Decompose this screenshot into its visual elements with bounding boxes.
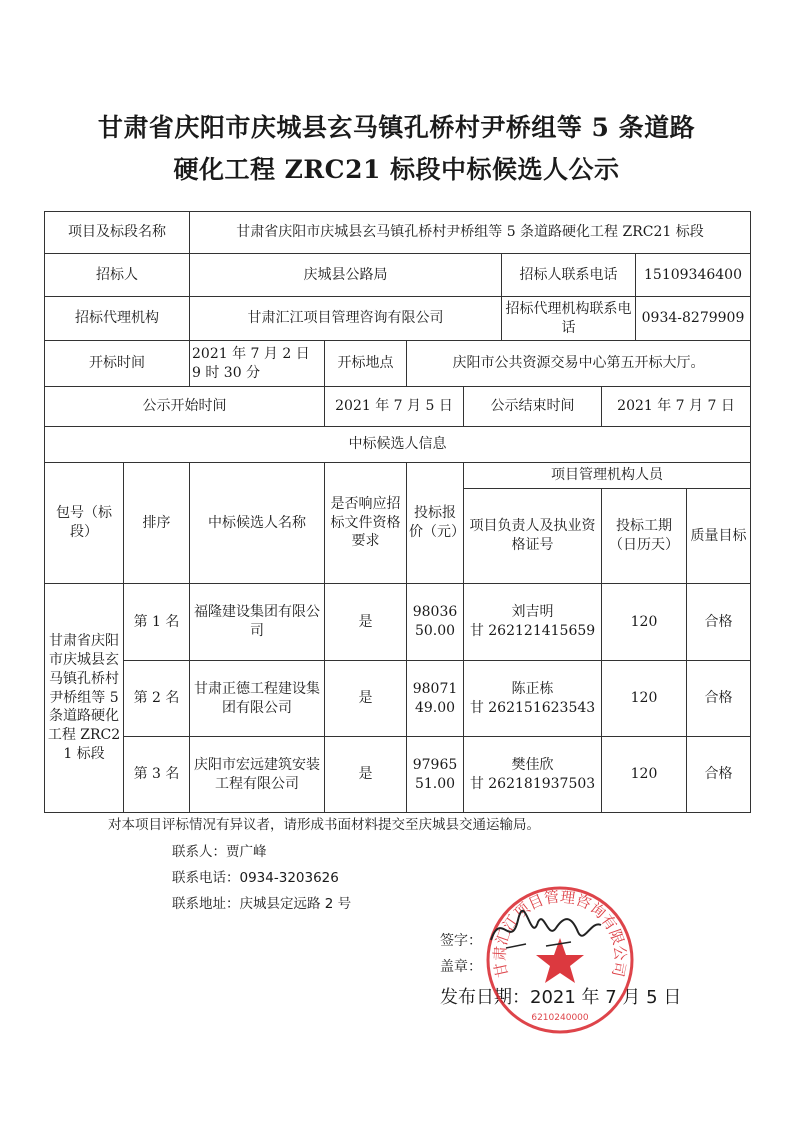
package-value: 甘肃省庆阳市庆城县玄马镇孔桥村尹桥组等 5 条道路硬化工程 ZRC21 标段	[45, 584, 124, 813]
row1-price: 9803650.00	[407, 584, 464, 661]
row2-rank: 第 2 名	[124, 661, 190, 737]
row2-pm-name: 陈正栋	[511, 680, 554, 697]
row3-quality: 合格	[687, 737, 751, 813]
header-pm-person: 项目负责人及执业资格证号	[464, 489, 602, 584]
row3-price: 9796551.00	[407, 737, 464, 813]
row1-pm-cert: 甘 262121415659	[469, 623, 596, 639]
objection-note: 对本项目评标情况有异议者，请形成书面材料提交至庆城县交通运输局。	[108, 817, 540, 833]
row3-pm-cert: 甘 262181937503	[469, 775, 596, 792]
row2-duration: 120	[602, 661, 687, 737]
row1-duration: 120	[602, 584, 687, 661]
open-time-label: 开标时间	[45, 341, 190, 387]
candidate-table	[44, 211, 751, 813]
row2-price: 9807149.00	[407, 661, 464, 737]
open-time-value: 2021 年 7 月 2 日 9 时 30 分	[190, 341, 325, 387]
open-place-value: 庆阳市公共资源交易中心第五开标大厅。	[407, 341, 751, 387]
header-qualified: 是否响应招标文件资格要求	[325, 463, 407, 584]
row3-pm-name: 樊佳欣	[511, 756, 554, 773]
tenderer-label: 招标人	[45, 254, 190, 297]
pub-end-label: 公示结束时间	[464, 387, 602, 427]
stamp-text: 甘肃汇江项目管理咨询有限公司	[490, 887, 630, 980]
open-place-label: 开标地点	[325, 341, 407, 387]
row2-name: 甘肃正德工程建设集团有限公司	[190, 661, 325, 737]
row1-pm	[464, 584, 602, 661]
publish-date: 发布日期：2021 年 7 月 5 日	[440, 987, 682, 1008]
row1-pm-name: 刘吉明	[511, 604, 554, 621]
row3-name: 庆阳市宏远建筑安装工程有限公司	[190, 737, 325, 813]
row1-quality: 合格	[687, 584, 751, 661]
row3-duration: 120	[602, 737, 687, 813]
agency-value: 甘肃汇江项目管理咨询有限公司	[190, 297, 502, 341]
candidate-info-label: 中标候选人信息	[45, 427, 751, 463]
document-title-line2: 硬化工程 ZRC21 标段中标候选人公示	[173, 155, 620, 184]
agency-phone-label: 招标代理机构联系电话	[502, 297, 636, 341]
row2-quality: 合格	[687, 661, 751, 737]
project-label: 项目及标段名称	[45, 212, 190, 254]
header-duration: 投标工期（日历天）	[602, 489, 687, 584]
row1-rank: 第 1 名	[124, 584, 190, 661]
tenderer-phone-label: 招标人联系电话	[502, 254, 636, 297]
row1-name: 福隆建设集团有限公司	[190, 584, 325, 661]
row3-pm	[464, 737, 602, 813]
agency-label: 招标代理机构	[45, 297, 190, 341]
contact-person: 联系人：贾广峰	[172, 844, 267, 860]
header-quality: 质量目标	[687, 489, 751, 584]
pub-start-value: 2021 年 7 月 5 日	[325, 387, 464, 427]
row3-qualified: 是	[325, 737, 407, 813]
tenderer-phone-value: 15109346400	[636, 254, 751, 297]
pub-end-value: 2021 年 7 月 7 日	[602, 387, 751, 427]
row2-qualified: 是	[325, 661, 407, 737]
row3-rank: 第 3 名	[124, 737, 190, 813]
tenderer-value: 庆城县公路局	[190, 254, 502, 297]
pub-start-label: 公示开始时间	[45, 387, 325, 427]
header-rank: 排序	[124, 463, 190, 584]
document-title-line1: 甘肃省庆阳市庆城县玄马镇孔桥村尹桥组等 5 条道路	[97, 113, 696, 142]
row2-pm-cert: 甘 262151623543	[469, 699, 596, 716]
seal-label: 盖章：	[440, 959, 482, 975]
header-name: 中标候选人名称	[190, 463, 325, 584]
sign-label: 签字：	[440, 933, 482, 949]
row1-qualified: 是	[325, 584, 407, 661]
contact-phone: 联系电话：0934-3203626	[172, 870, 339, 886]
header-pm-group: 项目管理机构人员	[464, 463, 751, 489]
stamp-number: 6210240000	[531, 1013, 589, 1023]
agency-phone-value: 0934-8279909	[636, 297, 751, 341]
project-value: 甘肃省庆阳市庆城县玄马镇孔桥村尹桥组等 5 条道路硬化工程 ZRC21 标段	[190, 212, 751, 254]
header-package: 包号（标段）	[45, 463, 124, 584]
contact-address: 联系地址：庆城县定远路 2 号	[172, 896, 352, 912]
row2-pm	[464, 661, 602, 737]
handwritten-signature	[486, 900, 606, 960]
header-price: 投标报价（元）	[407, 463, 464, 584]
